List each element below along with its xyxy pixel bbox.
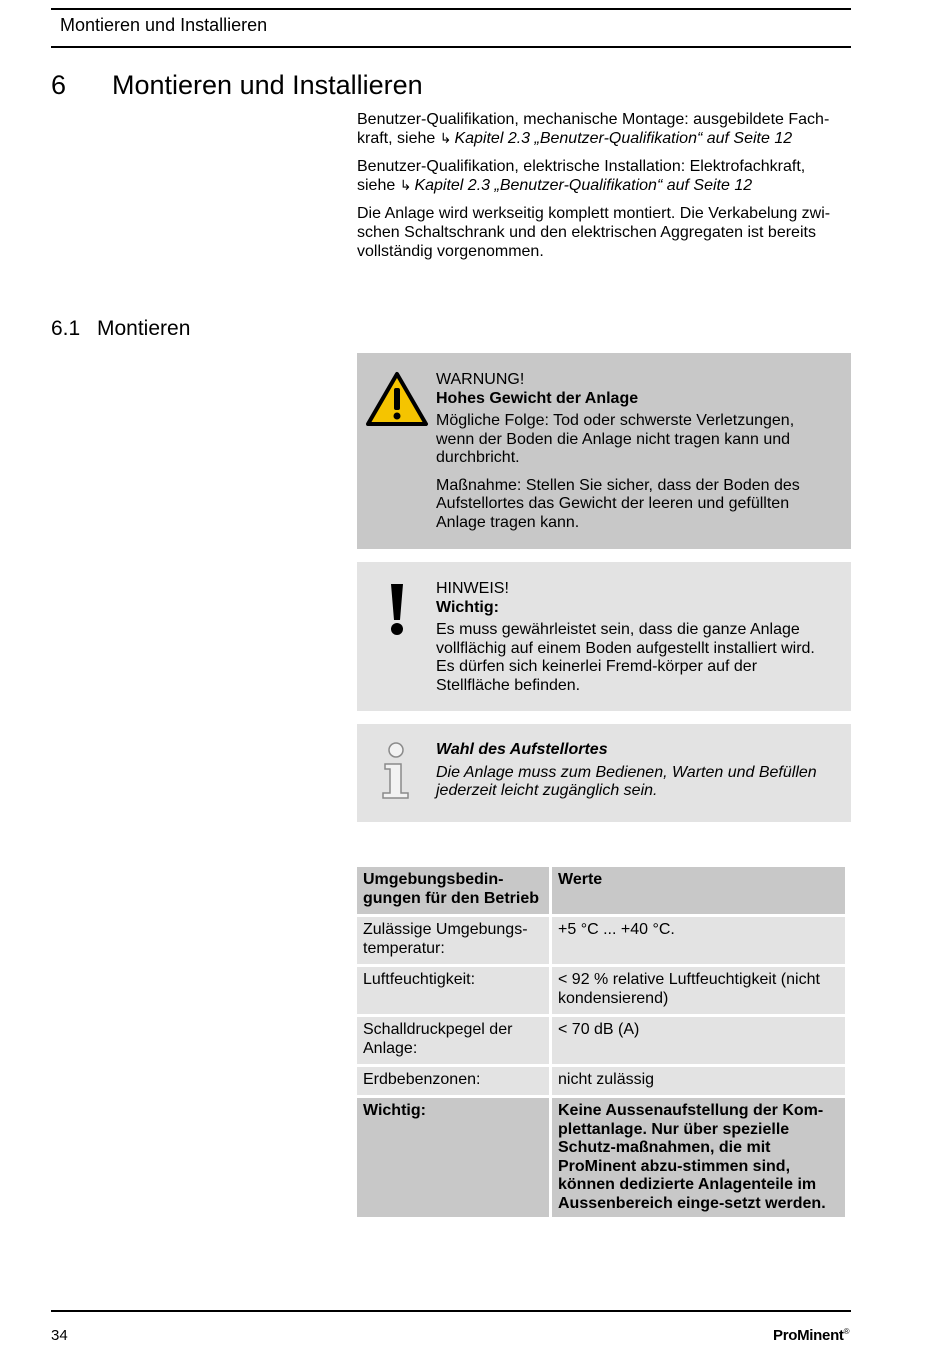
table-cell: nicht zulässig <box>552 1067 845 1095</box>
running-header-title: Montieren und Installieren <box>60 15 268 35</box>
table-cell: Erdbebenzonen: <box>357 1067 549 1095</box>
warning-consequence: Mögliche Folge: Tod oder schwerste Verletzungen, wenn der Boden die Anlage nicht tragen kann und durchbricht. <box>436 412 795 466</box>
intro-paragraph-mechanical: Benutzer-Qualifikation, mechanische Montage: ausgebildete Fach- kraft, siehe ↳ Kapitel 2.3 „Benutzer-Qualifikation“ auf Seite 12 <box>357 111 830 147</box>
info-icon <box>379 742 413 800</box>
chapter-reference-link[interactable]: Kapitel 2.3 „Benutzer-Qualifikation“ auf Seite 12 <box>414 177 753 194</box>
exclamation-icon <box>387 584 407 636</box>
table-cell: Keine Aussenaufstellung der Kom-plettanlage. Nur über spezielle Schutz-maßnahmen, die mit ProMinent abzu-stimmen sind, können dedizierte Anlagenteile im Aussenbereich einge-setzt werden. <box>552 1098 845 1217</box>
ambient-conditions-table <box>354 864 848 1220</box>
table-row <box>357 917 845 964</box>
info-box <box>357 724 851 822</box>
table-row <box>357 967 845 1014</box>
warning-measure: Maßnahme: Stellen Sie sicher, dass der Boden des Aufstellortes das Gewicht der leeren und gefüllten Anlage tragen kann. <box>436 476 800 531</box>
footer-rule <box>51 1310 851 1312</box>
info-text: Die Anlage muss zum Bedienen, Warten und Befüllen jederzeit leicht zugänglich sein. <box>436 763 817 799</box>
warning-box <box>357 353 851 549</box>
notice-box <box>357 562 851 711</box>
chapter-reference-link[interactable]: Kapitel 2.3 „Benutzer-Qualifikation“ auf Seite 12 <box>454 130 793 147</box>
section-number: 6.1 <box>51 317 81 340</box>
table-header-cell: Umgebungsbedin-gungen für den Betrieb <box>357 867 549 914</box>
table-cell: Luftfeuchtigkeit: <box>357 967 549 1014</box>
section-title: Montieren <box>97 317 191 340</box>
table-cell: Zulässige Umgebungs-temperatur: <box>357 917 549 964</box>
intro-paragraph-factory-assembly: Die Anlage wird werkseitig komplett montiert. Die Verkabelung zwi- schen Schaltschrank und den elektrischen Aggregaten ist bereits vollständig vorgenommen. <box>357 205 831 260</box>
reference-arrow-icon: ↳ <box>399 177 412 193</box>
table-row-important <box>357 1098 845 1217</box>
header-top-rule <box>51 8 851 10</box>
table-row <box>357 1017 845 1064</box>
page-number: 34 <box>51 1327 68 1344</box>
notice-label: HINWEIS! <box>436 580 509 597</box>
table-cell: < 92 % relative Luftfeuchtigkeit (nicht kondensierend) <box>552 967 845 1014</box>
warning-label: WARNUNG! <box>436 371 525 388</box>
header-bottom-rule <box>51 46 851 48</box>
notice-heading: Wichtig: <box>436 598 499 616</box>
info-heading: Wahl des Aufstellortes <box>436 741 608 758</box>
notice-text: Es muss gewährleistet sein, dass die ganze Anlage vollflächig auf einem Boden aufgestellt installiert wird. Es dürfen sich keinerlei Fremd-körper auf der Stellfläche befinden. <box>436 621 815 694</box>
chapter-title: Montieren und Installieren <box>112 70 423 100</box>
table-header-cell: Werte <box>552 867 845 914</box>
brand-logo: ProMinent® <box>773 1327 850 1344</box>
warning-heading: Hohes Gewicht der Anlage <box>436 389 639 407</box>
table-cell: +5 °C ... +40 °C. <box>552 917 845 964</box>
reference-arrow-icon: ↳ <box>439 130 452 146</box>
table-cell: Schalldruckpegel der Anlage: <box>357 1017 549 1064</box>
chapter-number: 6 <box>51 70 67 100</box>
table-cell: Wichtig: <box>357 1098 549 1217</box>
table-cell: < 70 dB (A) <box>552 1017 845 1064</box>
table-row <box>357 1067 845 1095</box>
warning-triangle-icon <box>365 371 429 427</box>
table-header-row <box>357 867 845 914</box>
intro-paragraph-electrical: Benutzer-Qualifikation, elektrische Installation: Elektrofachkraft, siehe ↳ Kapitel 2.3 „Benutzer-Qualifikation“ auf Seite 12 <box>357 158 806 194</box>
